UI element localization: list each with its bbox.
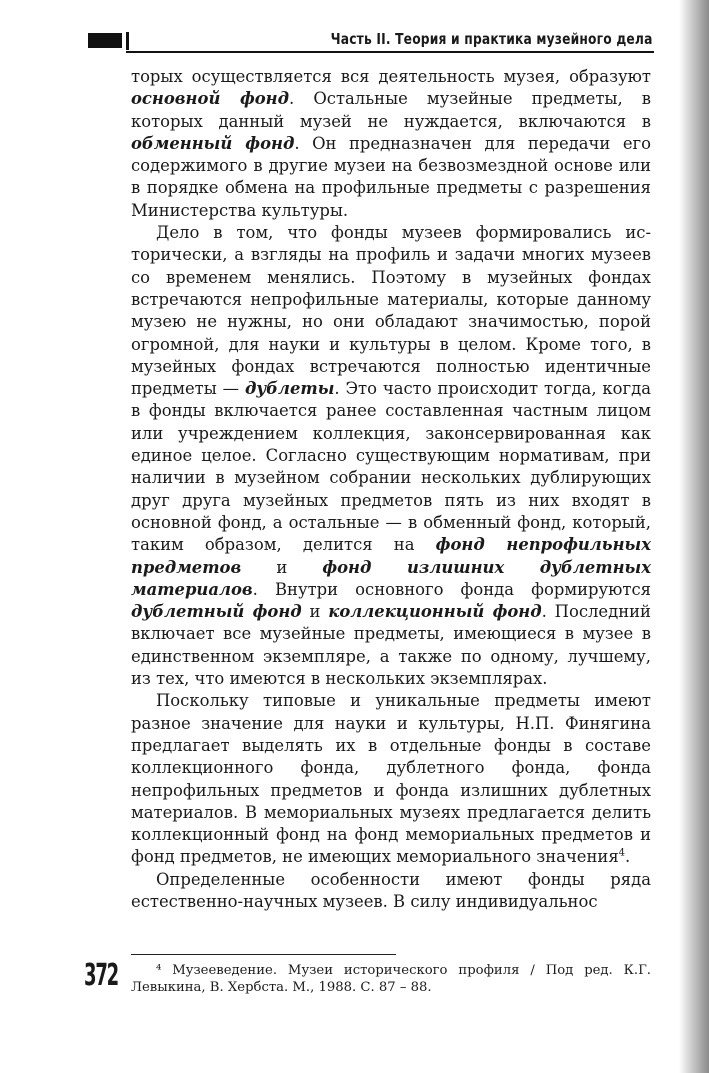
main-text — [131, 66, 651, 913]
page-edge-shadow — [679, 0, 709, 1073]
footnote — [131, 962, 651, 996]
paragraph-1 — [131, 66, 651, 222]
term-duplicates: дублеты — [244, 379, 335, 399]
header-rule — [126, 51, 654, 53]
paragraph-4 — [131, 869, 651, 914]
text-fragment: торых осуществляется вся деятельность музея, образуют — [131, 67, 651, 86]
footnote-ref: 4 — [618, 847, 626, 859]
page-number: 372 — [84, 958, 118, 993]
term-basic-fund: основной фонд — [131, 89, 290, 109]
text-fragment: и — [301, 602, 329, 622]
text-fragment: Дело в том, что фонды музеев формировались исторически, а взгляды на профиль и задачи многих музеев со временем менялись. Поэтому в музейных фондах встречаются непрофильные материалы, которые данному музею не нужны, но они обладают значимостью, порой огромной, для науки и культуры в целом. Кроме того, в музейных фондах встречаются полностью идентичные предметы — — [131, 223, 651, 399]
text-fragment: . Остальные музейные предметы, в которых данный музей не нуждается, включаются в — [131, 89, 651, 131]
term-duplicate-fund: дублетный фонд — [131, 602, 302, 622]
term-surplus-duplicates-fund: фонд излишних дублетных материалов — [131, 557, 651, 599]
paragraph-3 — [131, 690, 651, 868]
text-fragment: . Внутри основного фонда формируются — [252, 579, 651, 599]
text-fragment: . Это часто происходит тогда, когда в фонды включается ранее составленная частным лицом или учреждением коллекция, законсервированная как единое целое. Согласно существующим нормативам, при наличии в музейном собрании нескольких дублирующих друг друга музейных предметов пять из них входят в основной фонд, а остальные — в обменный фонд, который, таким образом, делится на — [131, 379, 651, 555]
footnote-text: ⁴ Музееведение. Музеи исторического профиля / Под ред. К.Г. Левыкина, В. Хербста. М., 1988. С. 87 – 88. — [131, 963, 651, 995]
term-nonprofile-fund: фонд непрофильных предметов — [131, 535, 651, 577]
text-fragment: . Он предназначен для передачи его содержимого в другие музеи на безвозмездной основе или в порядке обмена на профильные предметы с разрешения Министерства культуры. — [131, 133, 651, 220]
text-fragment: Определенные особенности имеют фонды ряда естественно-научных музеев. В силу индивидуальнос — [131, 869, 651, 911]
text-fragment: Поскольку типовые и уникальные предметы имеют разное значение для науки и культуры, Н.П. Финягина предлагает выделять их в отдельные фонды в составе коллекционного фонда, дублетного фонда, фонда непрофильных предметов и фонда излишних дублетных материалов. В мемориальных музеях предлагается делить коллекционный фонд на фонд мемориальных предметов и фонд предметов, не имеющих мемориального значения — [131, 691, 651, 867]
text-fragment: . — [625, 847, 631, 867]
paragraph-2 — [131, 222, 651, 690]
footnote-rule — [131, 954, 396, 955]
text-fragment: и — [241, 557, 323, 577]
term-exchange-fund: обменный фонд — [131, 133, 295, 153]
term-collection-fund: коллекционный фонд — [328, 602, 542, 622]
running-title: Часть II. Теория и практика музейного дела — [331, 30, 653, 48]
header-tick-mark — [126, 32, 129, 50]
header-black-bar — [88, 33, 122, 48]
text-fragment: . Последний включает все музейные предметы, имеющиеся в музее в единственном экземпляре, а также по одному, лучшему, из тех, что имеются в нескольких экземплярах. — [131, 602, 651, 689]
